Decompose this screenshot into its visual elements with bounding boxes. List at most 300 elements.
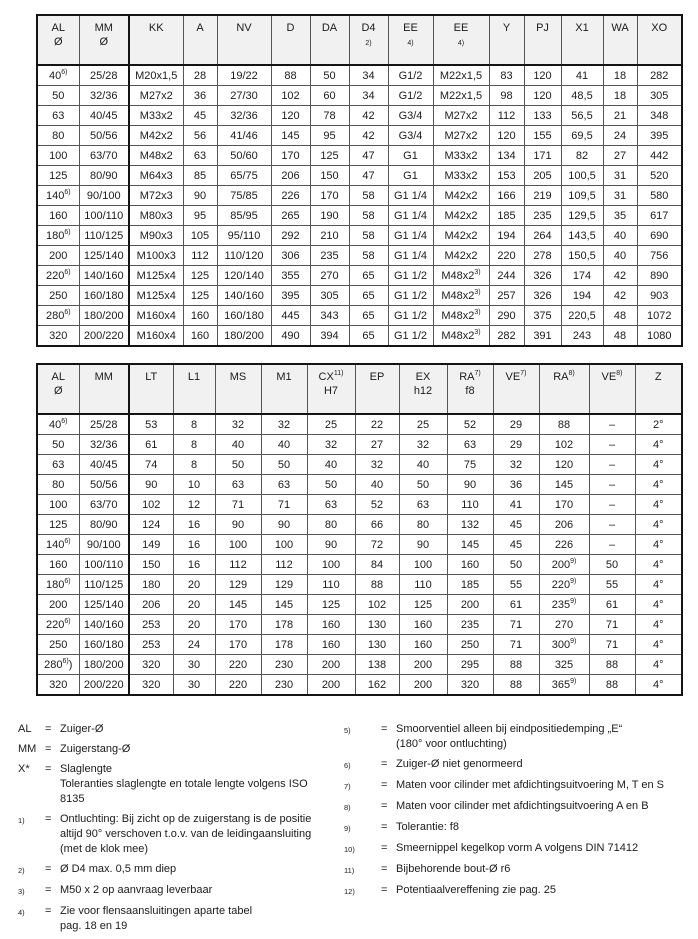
table-cell: M160x4 [129, 306, 183, 326]
table-cell: 125/140 [79, 246, 129, 266]
table-cell: 160/180 [79, 635, 129, 655]
column-header: MM [79, 364, 129, 414]
table-cell: 160 [37, 555, 79, 575]
table-cell: 143,5 [561, 226, 603, 246]
table-cell: 320 [37, 326, 79, 347]
dimension-table-bottom [36, 363, 683, 696]
table-cell: 102 [539, 435, 589, 455]
table-cell: 120 [489, 126, 524, 146]
footnote-marker: 3) [474, 288, 481, 296]
table-cell: 4° [635, 475, 682, 495]
table-cell: 80/90 [79, 166, 129, 186]
table-cell: 88 [539, 414, 589, 435]
table-cell: 220 [215, 675, 261, 696]
table-cell: 40$^{6)}$ [37, 414, 79, 435]
header-row [37, 15, 682, 65]
table-row [37, 575, 682, 595]
table-cell: 40 [261, 435, 307, 455]
table-cell: 90 [307, 535, 355, 555]
table-cell: 20 [173, 575, 215, 595]
table-cell: 75 [447, 455, 493, 475]
table-cell: G1 1/4 [388, 226, 433, 246]
table-row [37, 675, 682, 696]
table-cell: 235 [524, 206, 561, 226]
table-cell: 125 [307, 595, 355, 615]
table-row [37, 535, 682, 555]
footnote-marker: 8) [616, 370, 623, 377]
column-header: X1 [561, 15, 603, 65]
table-cell: 32 [215, 414, 261, 435]
table-cell: 47 [349, 166, 388, 186]
table-cell: 95 [310, 126, 349, 146]
table-cell: 365$^{9)}$ [539, 675, 589, 696]
footnote-key: 11) [344, 866, 355, 875]
table-cell: 280$^{6)}$) [37, 655, 79, 675]
table-cell: 520 [637, 166, 682, 186]
column-header: XO [637, 15, 682, 65]
table-cell: 110/125 [79, 226, 129, 246]
table-cell: 395 [271, 286, 310, 306]
table-cell: 63 [37, 106, 79, 126]
table-cell: 180/200 [79, 306, 129, 326]
table-cell: 200 [307, 655, 355, 675]
table-cell: 80 [37, 475, 79, 495]
footnote-key: 3) [18, 887, 25, 896]
table-cell: 109,5 [561, 186, 603, 206]
table-cell: 71 [215, 495, 261, 515]
table-cell: 153 [489, 166, 524, 186]
table-cell: 180$^{6)}$ [37, 575, 79, 595]
footnote [344, 757, 690, 773]
footnote-marker: 9) [570, 577, 577, 585]
table-cell: 90 [183, 186, 217, 206]
table-cell: 4° [635, 635, 682, 655]
table-cell: M27x2 [129, 86, 183, 106]
footnote-text: Maten voor cilinder met afdichtingsuitvoering M, T en S [396, 779, 665, 791]
table-cell: 88 [493, 675, 539, 696]
table-row [37, 306, 682, 326]
table-cell: 8 [173, 414, 215, 435]
table-cell: 71 [493, 615, 539, 635]
footnote-key: 7) [344, 782, 351, 791]
table-cell: 27 [355, 435, 399, 455]
footnote [344, 722, 690, 752]
table-cell: 80 [37, 126, 79, 146]
table-cell: 1072 [637, 306, 682, 326]
footnote-text: Zuigerstang-Ø [60, 743, 131, 755]
table-cell: 120 [539, 455, 589, 475]
table-cell: 160 [447, 555, 493, 575]
column-header: L1 [173, 364, 215, 414]
table-cell: 98 [489, 86, 524, 106]
table-cell: 56 [183, 126, 217, 146]
table-cell: 40 [307, 455, 355, 475]
table-cell: 53 [129, 414, 173, 435]
footnote [18, 883, 334, 899]
table-cell: 56,5 [561, 106, 603, 126]
footnote [344, 883, 690, 899]
table-cell: 200 [399, 675, 447, 696]
table-cell: 34 [349, 65, 388, 86]
table-cell: 140/160 [79, 266, 129, 286]
table-cell: 343 [310, 306, 349, 326]
table-cell: 50 [37, 86, 79, 106]
table-cell: M48x2 [129, 146, 183, 166]
table-cell: 200 [37, 246, 79, 266]
table-cell: 325 [539, 655, 589, 675]
table-cell: 110/120 [217, 246, 271, 266]
footnote-marker: 9) [570, 677, 577, 685]
table-cell: 138 [355, 655, 399, 675]
table-cell: 320 [447, 675, 493, 696]
table-cell: 219 [524, 186, 561, 206]
footnote-key: 8) [344, 803, 351, 812]
table-cell: 8 [173, 435, 215, 455]
table-cell: 45 [493, 535, 539, 555]
table-cell: 48 [603, 306, 637, 326]
footnote-marker: 9) [570, 557, 577, 565]
table-cell: 320 [129, 675, 173, 696]
table-bottom-header-row [37, 364, 682, 414]
table-cell: 74 [129, 455, 173, 475]
footnote [18, 722, 334, 737]
column-header: RA$^{8)}$ [539, 364, 589, 414]
table-cell: G1 1/2 [388, 266, 433, 286]
table-cell: 30 [173, 655, 215, 675]
footnote-key: 12) [344, 887, 355, 896]
table-cell: 27/30 [217, 86, 271, 106]
table-cell: 4° [635, 515, 682, 535]
footnote-marker: 6) [62, 657, 69, 665]
table-cell: 71 [493, 635, 539, 655]
table-cell: 220 [215, 655, 261, 675]
footnotes-left-column [18, 722, 334, 939]
dimension-table-top [36, 14, 683, 347]
table-cell: 110 [399, 575, 447, 595]
footnote-marker: 6) [64, 308, 71, 316]
table-cell: 50 [261, 455, 307, 475]
table-cell: 88 [493, 655, 539, 675]
table-cell: 18 [603, 86, 637, 106]
table-cell: – [589, 515, 635, 535]
table-cell: 22 [355, 414, 399, 435]
table-cell: 42 [603, 266, 637, 286]
table-cell: 4° [635, 455, 682, 475]
table-cell: 170 [215, 615, 261, 635]
table-cell: 24 [173, 635, 215, 655]
table-cell: 257 [489, 286, 524, 306]
footnote [18, 862, 334, 878]
table-cell: G1 1/4 [388, 186, 433, 206]
table-cell: 66 [355, 515, 399, 535]
table-cell: 903 [637, 286, 682, 306]
table-cell: 125/140 [79, 595, 129, 615]
table-cell: 63 [183, 146, 217, 166]
table-cell: 27 [603, 146, 637, 166]
table-cell: 55 [589, 575, 635, 595]
table-cell: 4° [635, 655, 682, 675]
table-cell: 348 [637, 106, 682, 126]
table-cell: 220$^{6)}$ [37, 615, 79, 635]
table-cell: 320 [37, 675, 79, 696]
table-cell: M42x2 [433, 186, 489, 206]
table-cell: 250 [37, 286, 79, 306]
table-cell: 65 [349, 266, 388, 286]
table-cell: 18 [603, 65, 637, 86]
footnote-key: 1) [18, 816, 25, 825]
footnote [344, 862, 690, 878]
table-cell: 65 [349, 286, 388, 306]
table-cell: 88 [355, 575, 399, 595]
table-cell: 12 [173, 495, 215, 515]
table-cell: 166 [489, 186, 524, 206]
table-cell: 206 [129, 595, 173, 615]
table-row [37, 106, 682, 126]
table-cell: 100,5 [561, 166, 603, 186]
footnote [344, 820, 690, 836]
table-cell: 48,5 [561, 86, 603, 106]
table-cell: 58 [349, 186, 388, 206]
table-row [37, 455, 682, 475]
table-cell: 132 [447, 515, 493, 535]
column-header: DA [310, 15, 349, 65]
table-cell: M48x2$^{3)}$ [433, 286, 489, 306]
footnote-text: Bijbehorende bout-Ø r6 [396, 863, 511, 875]
footnote-marker: 3) [474, 308, 481, 316]
table-cell: M33x2 [433, 146, 489, 166]
table-cell: 306 [271, 246, 310, 266]
footnote-text: Smeernippel kegelkop vorm A volgens DIN 71412 [396, 842, 639, 854]
table-cell: M125x4 [129, 266, 183, 286]
table-cell: 160 [37, 206, 79, 226]
table-cell: 55 [493, 575, 539, 595]
table-cell: 395 [637, 126, 682, 146]
column-header: CX$^{11)}$ H7 [307, 364, 355, 414]
table-row [37, 615, 682, 635]
table-cell: 171 [524, 146, 561, 166]
table-cell: 32/36 [79, 86, 129, 106]
table-cell: M64x3 [129, 166, 183, 186]
table-cell: G1 [388, 166, 433, 186]
table-row [37, 226, 682, 246]
table-row [37, 286, 682, 306]
table-cell: 180 [129, 575, 173, 595]
table-cell: 180/200 [217, 326, 271, 347]
table-cell: 52 [355, 495, 399, 515]
table-cell: 150,5 [561, 246, 603, 266]
table-cell: 50 [399, 475, 447, 495]
footnote-text: Slaglengte Toleranties slaglengte en totale lengte volgens ISO 8135 [60, 763, 308, 805]
table-cell: M33x2 [129, 106, 183, 126]
footnote-equals: = [45, 863, 52, 875]
table-cell: G1 1/2 [388, 286, 433, 306]
table-cell: 85/95 [217, 206, 271, 226]
footnote-marker: 7) [520, 370, 527, 377]
table-cell: 125 [310, 146, 349, 166]
table-cell: 125 [37, 515, 79, 535]
table-cell: – [589, 455, 635, 475]
table-cell: 194 [561, 286, 603, 306]
footnote-text: Ø D4 max. 0,5 mm diep [60, 863, 177, 875]
footnote-text: Ontluchting: Bij zicht op de zuigerstang is de positie altijd 90° verschoven t.o.v. van de leidingaansluiting (met de klok mee) [60, 813, 312, 855]
table-cell: M125x4 [129, 286, 183, 306]
table-cell: 206 [271, 166, 310, 186]
table-row [37, 515, 682, 535]
table-cell: 110 [447, 495, 493, 515]
footnote-key: AL [18, 723, 32, 735]
table-cell: 180$^{6)}$ [37, 226, 79, 246]
table-cell: 4° [635, 535, 682, 555]
table-row [37, 495, 682, 515]
table-cell: 355 [271, 266, 310, 286]
table-cell: 71 [261, 495, 307, 515]
table-cell: 29 [493, 414, 539, 435]
table-cell: G1/2 [388, 86, 433, 106]
table-cell: 30 [173, 675, 215, 696]
table-cell: 292 [271, 226, 310, 246]
table-cell: 10 [173, 475, 215, 495]
column-header: EE 4) [388, 15, 433, 65]
table-cell: M160x4 [129, 326, 183, 347]
column-header: MM Ø [79, 15, 129, 65]
footnote-text: Potentiaalvereffening zie pag. 25 [396, 884, 557, 896]
table-cell: – [589, 435, 635, 455]
table-cell: 102 [355, 595, 399, 615]
table-cell: 34 [349, 86, 388, 106]
column-header: EP [355, 364, 399, 414]
table-cell: 134 [489, 146, 524, 166]
table-cell: M48x2$^{3)}$ [433, 266, 489, 286]
table-cell: 120 [271, 106, 310, 126]
table-cell: G1 1/2 [388, 326, 433, 347]
table-cell: 756 [637, 246, 682, 266]
table-cell: G3/4 [388, 106, 433, 126]
table-cell: 112 [215, 555, 261, 575]
table-cell: 28 [183, 65, 217, 86]
table-cell: 40 [399, 455, 447, 475]
table-cell: 65/75 [217, 166, 271, 186]
footnote [344, 799, 690, 815]
footnote-text: Maten voor cilinder met afdichtingsuitvoering A en B [396, 800, 649, 812]
footnote-marker: 7) [474, 370, 481, 377]
table-cell: 40 [603, 246, 637, 266]
table-cell: 160 [399, 635, 447, 655]
table-top-header-row [37, 15, 682, 65]
table-row [37, 475, 682, 495]
table-cell: 200 [37, 595, 79, 615]
table-cell: 226 [539, 535, 589, 555]
table-cell: M48x2$^{3)}$ [433, 306, 489, 326]
table-cell: 85 [183, 166, 217, 186]
table-cell: 185 [447, 575, 493, 595]
table-cell: 63/70 [79, 495, 129, 515]
table-cell: M90x3 [129, 226, 183, 246]
table-cell: 170 [271, 146, 310, 166]
table-row [37, 655, 682, 675]
footnote [18, 812, 334, 857]
table-cell: 20 [173, 615, 215, 635]
table-cell: 40/45 [79, 455, 129, 475]
table-cell: 129 [261, 575, 307, 595]
table-cell: 220$^{6)}$ [37, 266, 79, 286]
table-cell: 21 [603, 106, 637, 126]
table-cell: 295 [447, 655, 493, 675]
table-cell: 58 [349, 246, 388, 266]
table-cell: G1/2 [388, 65, 433, 86]
column-header: LT [129, 364, 173, 414]
table-cell: 95/110 [217, 226, 271, 246]
table-cell: 32 [355, 455, 399, 475]
table-cell: 100 [307, 555, 355, 575]
column-header: EX h12 [399, 364, 447, 414]
table-cell: 170 [310, 186, 349, 206]
table-cell: M42x2 [433, 226, 489, 246]
table-cell: 24 [603, 126, 637, 146]
footnote [18, 742, 334, 757]
table-row [37, 435, 682, 455]
footnote-marker: 3) [474, 268, 481, 276]
table-cell: 125 [37, 166, 79, 186]
footnote-key: MM [18, 743, 37, 755]
table-cell: 16 [173, 555, 215, 575]
table-cell: 4° [635, 575, 682, 595]
column-header: EE 4) [433, 15, 489, 65]
table-row [37, 555, 682, 575]
table-cell: 160 [307, 615, 355, 635]
table-cell: 71 [589, 615, 635, 635]
footnote-equals: = [381, 758, 388, 770]
table-cell: 40/45 [79, 106, 129, 126]
table-cell: – [589, 414, 635, 435]
footnote-equals: = [45, 763, 52, 775]
footnotes-section [18, 722, 690, 939]
table-cell: 110/125 [79, 575, 129, 595]
table-cell: 270 [310, 266, 349, 286]
table-row [37, 166, 682, 186]
footnote-key: 4) [18, 908, 25, 917]
table-cell: 253 [129, 635, 173, 655]
footnote-marker: 11) [333, 370, 344, 377]
table-cell: 133 [524, 106, 561, 126]
table-cell: 16 [173, 515, 215, 535]
table-cell: M100x3 [129, 246, 183, 266]
table-cell: 120 [524, 86, 561, 106]
table-cell: 102 [129, 495, 173, 515]
table-cell: 282 [637, 65, 682, 86]
footnote-equals: = [381, 723, 388, 735]
table-cell: 32/36 [217, 106, 271, 126]
table-cell: 206 [539, 515, 589, 535]
table-cell: 140$^{6)}$ [37, 535, 79, 555]
table-cell: 88 [589, 655, 635, 675]
table-cell: 63 [399, 495, 447, 515]
table-cell: 442 [637, 146, 682, 166]
table-cell: 145 [215, 595, 261, 615]
table-cell: 100/110 [79, 555, 129, 575]
table-cell: 580 [637, 186, 682, 206]
column-header: KK [129, 15, 183, 65]
footnote-marker: 9) [570, 637, 577, 645]
table-cell: 125 [183, 266, 217, 286]
table-cell: 100 [261, 535, 307, 555]
table-cell: 71 [589, 635, 635, 655]
table-cell: 40$^{6)}$ [37, 65, 79, 86]
table-cell: 90 [215, 515, 261, 535]
footnote-text: Tolerantie: f8 [396, 821, 459, 833]
table-bottom-body [37, 414, 682, 695]
table-cell: 394 [310, 326, 349, 347]
table-cell: 61 [129, 435, 173, 455]
